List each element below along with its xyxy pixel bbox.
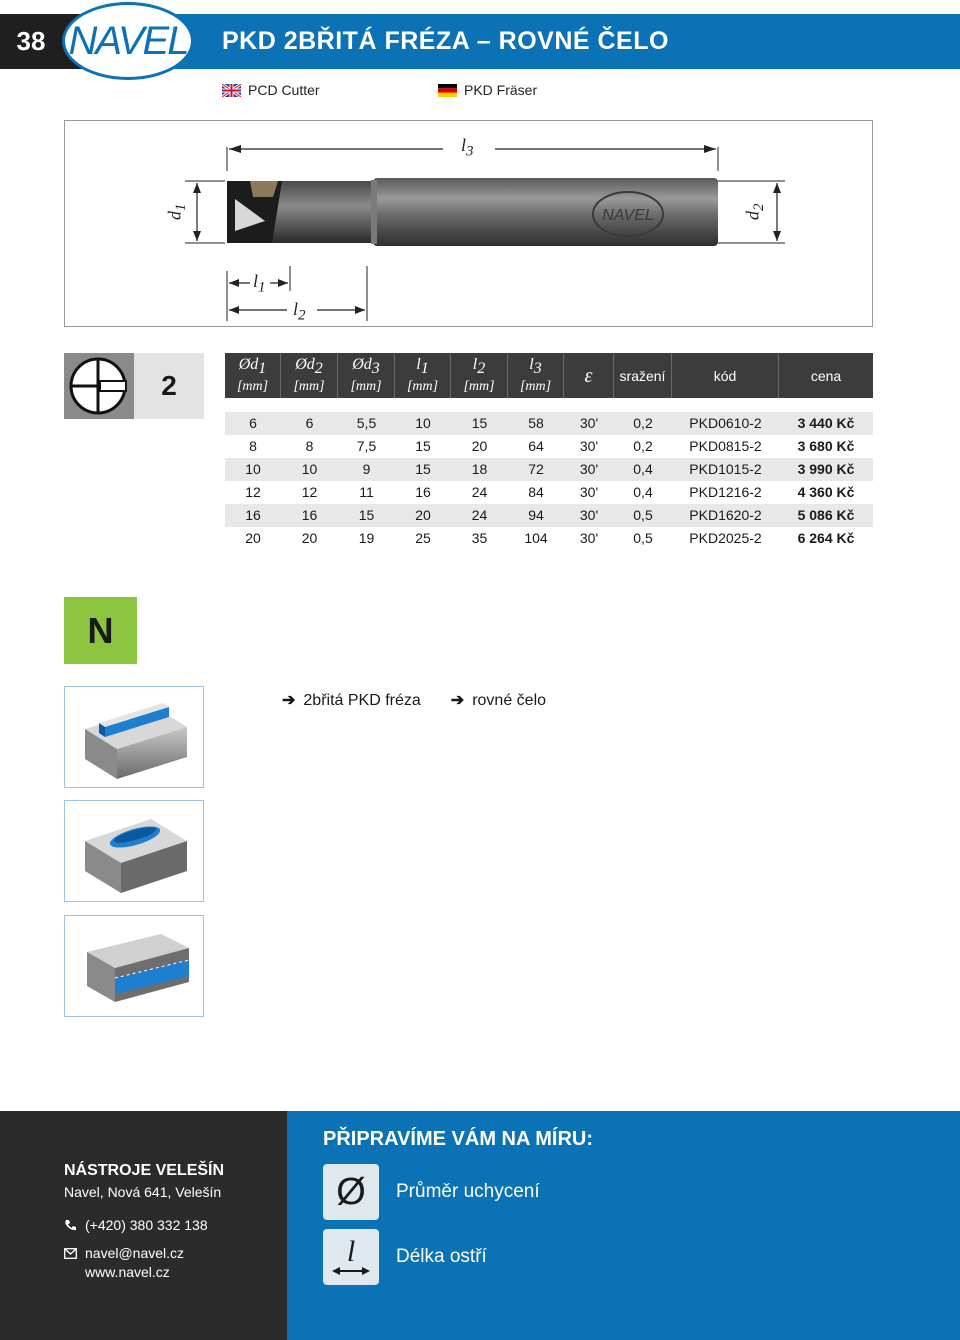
table-row: 16 16 15 20 24 94 30' 0,5 PKD1620-2 5 086 Kč [225, 504, 873, 527]
l2-label: $l_2$ [293, 299, 306, 324]
feature-item: ➔ rovné čelo [450, 692, 547, 709]
custom-item-length: Délka ostří [396, 1246, 487, 1267]
col-l1: $l_1$ [mm] [395, 353, 451, 398]
col-price: cena [810, 367, 842, 384]
email-address[interactable]: navel@navel.cz [85, 1245, 185, 1261]
table-row: 12 12 11 16 24 84 30' 0,4 PKD1216-2 4 360 Kč [245, 484, 855, 500]
d1-label: $d_1$ [164, 203, 190, 221]
op-groove-image [64, 686, 204, 788]
table-row: 8 8 7,5 15 20 64 30' 0,2 PKD0815-2 3 680 Kč [249, 438, 855, 454]
table-row: 6 6 5,5 10 15 58 30' 0,2 PKD0610-2 3 440 Kč [225, 412, 873, 435]
table-row: 10 10 9 15 18 72 30' 0,4 PKD1015-2 3 990 Kč [225, 458, 873, 481]
flute-icon-cell [64, 353, 134, 419]
arrow-right-icon: ➔ [450, 692, 465, 709]
lang-en [222, 80, 320, 100]
lang-en-label: PCD Cutter [248, 82, 320, 98]
col-l2: $l_2$ [mm] [451, 353, 508, 398]
custom-item-diameter: Průměr uchycení [396, 1181, 540, 1202]
feature-list [282, 690, 546, 710]
col-code: kód [672, 353, 779, 398]
op-shoulder-image [64, 915, 204, 1017]
phone-line [64, 1217, 208, 1233]
uk-flag-icon [222, 84, 241, 97]
website-link[interactable]: www.navel.cz [85, 1264, 170, 1280]
l3-label: $l_3$ [461, 135, 474, 160]
lang-de-label: PKD Fräser [464, 82, 538, 98]
two-flute-icon [64, 353, 134, 419]
company-name: NÁSTROJE VELEŠÍN [64, 1162, 225, 1179]
page-title: PKD 2BŘITÁ FRÉZA – ROVNÉ ČELO [222, 27, 669, 55]
navel-logo [62, 2, 194, 80]
diameter-icon: Ø [323, 1164, 379, 1220]
mail-icon [64, 1248, 77, 1259]
col-d1: $Ød_1$ [mm] [225, 353, 281, 398]
lang-de [438, 80, 537, 100]
op-pocket-image [64, 800, 204, 902]
table-body [225, 412, 873, 550]
tool-drawing [64, 120, 873, 327]
svg-text:NAVEL: NAVEL [602, 207, 654, 224]
phone-number[interactable]: (+420) 380 332 138 [85, 1217, 208, 1233]
material-badge: N [64, 597, 137, 664]
table-row: 20 20 19 25 35 104 30' 0,5 PKD2025-2 6 264 Kč [245, 530, 855, 546]
custom-heading: PŘIPRAVÍME VÁM NA MÍRU: [323, 1128, 593, 1150]
col-d2: $Ød_2$ [mm] [281, 353, 338, 398]
col-epsilon: ε [564, 353, 614, 398]
company-address: Navel, Nová 641, Velešín [64, 1184, 222, 1200]
de-flag-icon [438, 84, 457, 97]
col-chamfer: sražení [614, 353, 672, 398]
page-number: 38 [16, 26, 46, 56]
d2-label: $d_2$ [742, 203, 768, 221]
logo-text: NAVEL [68, 18, 188, 63]
feature-item: ➔ 2břitá PKD fréza [282, 692, 421, 709]
col-l3: $l_3$ [mm] [508, 353, 564, 398]
flute-count: 2 [161, 370, 177, 401]
table-header [225, 353, 873, 398]
arrow-right-icon: ➔ [282, 692, 296, 709]
l1-label: $l_1$ [253, 271, 266, 296]
phone-icon [64, 1219, 77, 1232]
email-line [64, 1245, 184, 1261]
col-d3: $Ød_3$ [mm] [338, 353, 395, 398]
length-icon: l [323, 1229, 379, 1285]
